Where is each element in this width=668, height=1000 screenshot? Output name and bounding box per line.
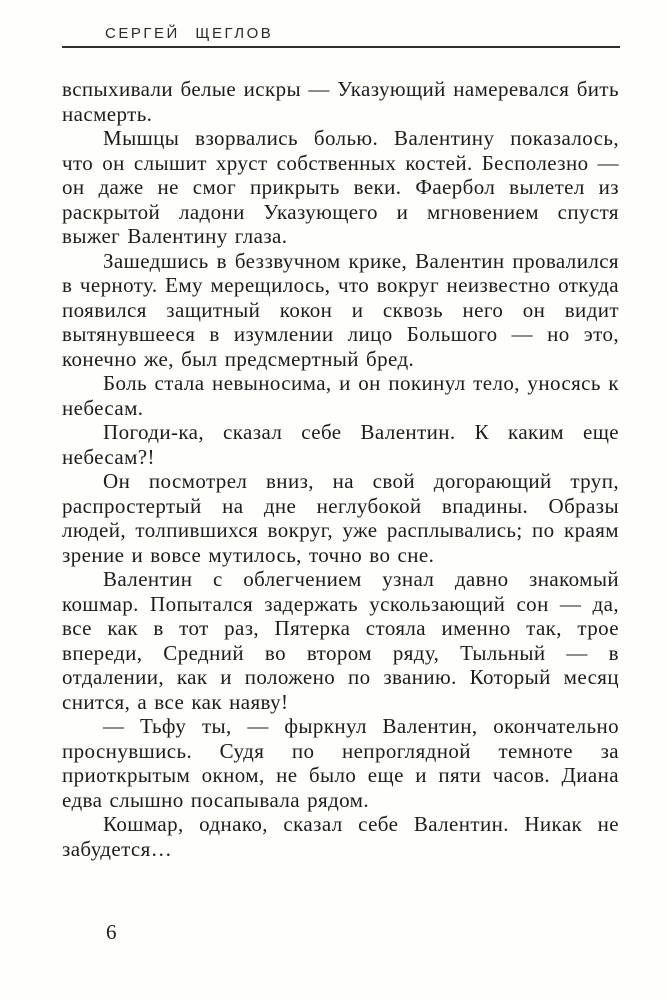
paragraph: Валентин с облегчением узнал давно знакомый кошмар. Попытался задержать ускользающий сон — да, все как в тот раз, Пятерка стояла именно так, трое впереди, Средний во втором ряду, Тыльный — в отдалении, как и положено по званию. Который месяц снится, а все как наяву! [62,567,619,714]
paragraph: Зашедшись в беззвучном крике, Валентин провалился в черноту. Ему мерещилось, что вокруг неизвестно откуда появился защитный кокон и сквозь него он видит вытянувшееся в изумлении лицо Большого — но это, конечно же, был предсмертный бред. [62,248,619,371]
page-text [62,77,619,861]
paragraph: — Тьфу ты, — фыркнул Валентин, окончательно проснувшись. Судя по непроглядной темноте за приоткрытым окном, не было еще и пяти часов. Диана едва слышно посапывала рядом. [62,714,619,812]
paragraph: вспыхивали белые искры — Указующий намеревался бить насмерть. [62,77,619,126]
paragraph: Погоди-ка, сказал себе Валентин. К каким еще небесам?! [62,420,619,469]
header-rule [62,46,620,48]
page-number: 6 [106,920,117,944]
paragraph: Кошмар, однако, сказал себе Валентин. Никак не забудется… [62,812,619,861]
paragraph: Мышцы взорвались болью. Валентину показалось, что он слышит хруст собственных костей. Бесполезно — он даже не смог прикрыть веки. Фаербол вылетел из раскрытой ладони Указующего и мгновением спустя выжег Валентину глаза. [62,126,619,248]
running-header-author: СЕРГЕЙ ЩЕГЛОВ [105,25,274,42]
paragraph: Он посмотрел вниз, на свой догорающий труп, распростертый на дне неглубокой впадины. Образы людей, толпившихся вокруг, уже расплывались; по краям зрение и вовсе мутилось, точно во сне. [62,469,619,567]
paragraph: Боль стала невыносима, и он покинул тело, уносясь к небесам. [62,371,619,420]
